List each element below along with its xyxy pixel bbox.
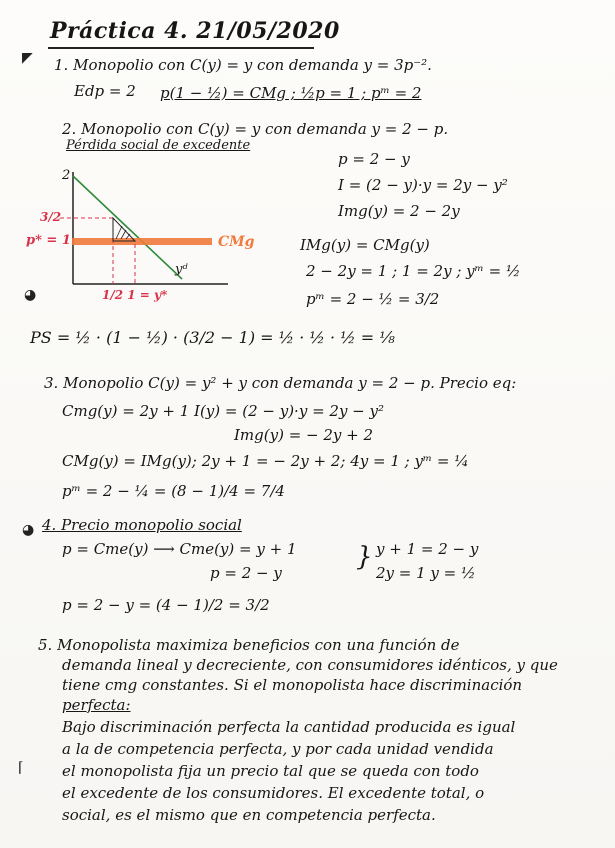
p3-line2: Cmg(y) = 2y + 1 I(y) = (2 − y)·y = 2y − y² — [62, 402, 385, 420]
p2-line1: 2. Monopolio con C(y) = y con demanda y = 2 − p. — [62, 120, 449, 138]
p3-line3: Img(y) = − 2y + 2 — [234, 426, 374, 444]
p5-line-1: 5. Monopolista maximiza beneficios con una función de — [38, 636, 460, 654]
p5-line-5: Bajo discriminación perfecta la cantidad producida es igual — [62, 718, 516, 736]
graph-x-labels: 1/2 1 = y* — [102, 288, 168, 302]
graph-y-mid-label: 3/2 — [40, 210, 62, 224]
p5-line-9: social, es el mismo que en competencia perfecta. — [62, 806, 436, 824]
graph-demand-label: yᵈ — [175, 262, 188, 277]
p1-line1: 1. Monopolio con C(y) = y con demanda y = 3p⁻². — [54, 56, 432, 74]
margin-mark: ⌈ — [18, 760, 24, 776]
p5-line-8: el excedente de los consumidores. El excedente total, o — [62, 784, 485, 802]
p5-line-2: demanda lineal y decreciente, con consumidores idénticos, y que — [62, 656, 558, 674]
p2-eq-3: Img(y) = 2 − 2y — [338, 202, 460, 220]
p4-line3: p = 2 − y — [210, 564, 282, 582]
page-title: Práctica 4. 21/05/2020 — [50, 18, 340, 44]
p4-line4b: 2y = 1 y = ½ — [376, 564, 476, 582]
p2-eq-5: 2 − 2y = 1 ; 1 = 2y ; yᵐ = ½ — [306, 262, 521, 280]
p4-line2: p = Cme(y) ⟶ Cme(y) = y + 1 — [62, 540, 297, 558]
graph-y-top-label: 2 — [62, 168, 71, 183]
p4-brace: } — [356, 542, 373, 572]
p1-line2-right: p(1 − ½) = CMg ; ½p = 1 ; pᵐ = 2 — [160, 84, 422, 102]
p2-eq-4: IMg(y) = CMg(y) — [300, 236, 430, 254]
p5-line-4: perfecta: — [62, 696, 131, 714]
graph-p-star-label: p* = 1 — [26, 233, 71, 248]
p5-line-7: el monopolista fija un precio tal que se queda con todo — [62, 762, 479, 780]
p2-line2: Pérdida social de excedente — [66, 138, 251, 153]
p1-line2-left: Edp = 2 — [74, 82, 136, 100]
p3-line5: pᵐ = 2 − ¼ = (8 − 1)/4 = 7/4 — [62, 482, 285, 500]
p2-ps-result: PS = ½ · (1 − ½) · (3/2 − 1) = ½ · ½ · ½ = ⅛ — [30, 328, 395, 347]
p2-eq-2: I = (2 − y)·y = 2y − y² — [338, 176, 508, 194]
p5-line-6: a la de competencia perfecta, y por cada unidad vendida — [62, 740, 494, 758]
p5-line-3: tiene cmg constantes. Si el monopolista hace discriminación — [62, 676, 523, 694]
p4-line4a: y + 1 = 2 − y — [376, 540, 479, 558]
p2-eq-6: pᵐ = 2 − ½ = 3/2 — [306, 290, 440, 308]
p3-line1: 3. Monopolio C(y) = y² + y con demanda y = 2 − p. Precio eq: — [44, 374, 517, 392]
margin-mark: ◕ — [22, 522, 35, 538]
margin-mark: ◕ — [24, 287, 37, 303]
p3-line4: CMg(y) = IMg(y); 2y + 1 = − 2y + 2; 4y = 1 ; yᵐ = ¼ — [62, 452, 469, 470]
graph-cmg-label: CMg — [218, 234, 255, 250]
p4-line5: p = 2 − y = (4 − 1)/2 = 3/2 — [62, 596, 270, 614]
margin-mark: ◤ — [22, 50, 33, 66]
p4-line1: 4. Precio monopolio social — [42, 516, 242, 534]
p2-eq-1: p = 2 − y — [338, 150, 410, 168]
